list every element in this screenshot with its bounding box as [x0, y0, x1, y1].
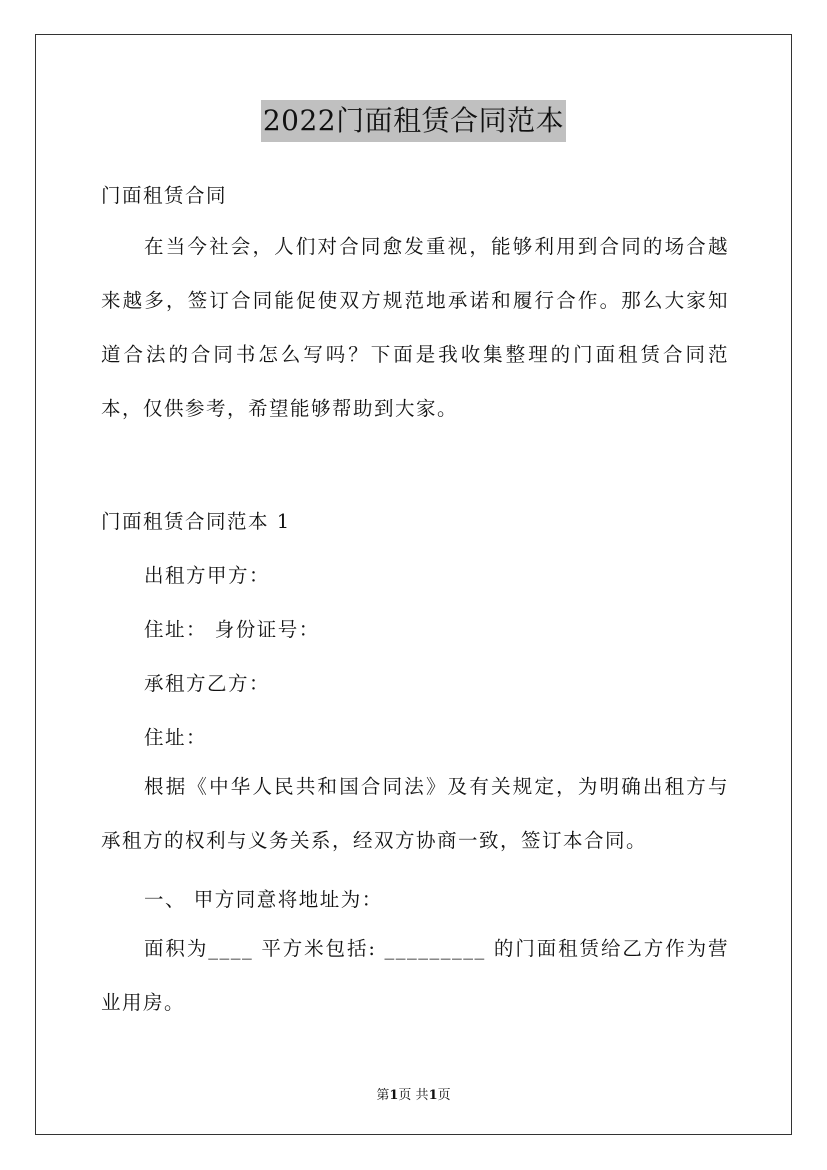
footer-mid: 页 共	[398, 1088, 429, 1103]
basis-paragraph: 根据《中华人民共和国合同法》及有关规定，为明确出租方与承租方的权利与义务关系，经双方协商一致，签订本合同。	[101, 775, 729, 852]
page-footer	[0, 1084, 827, 1103]
lessor-label: 出租方甲方：	[144, 564, 271, 587]
title-container	[0, 100, 827, 142]
section-heading: 门面租赁合同范本 1	[101, 510, 291, 533]
footer-current-page: 1	[389, 1088, 399, 1103]
lessor-address: 住址： 身份证号：	[144, 618, 320, 641]
document-title: 2022门面租赁合同范本	[261, 100, 566, 142]
lessee-address: 住址：	[144, 726, 208, 749]
footer-suffix: 页	[437, 1088, 451, 1103]
area-clause: 面积为____ 平方米包括: _________ 的门面租赁给乙方作为营业用房。	[101, 937, 729, 1014]
lessee-label: 承租方乙方：	[144, 672, 271, 695]
footer-prefix: 第	[376, 1088, 390, 1103]
intro-paragraph: 在当今社会，人们对合同愈发重视，能够利用到合同的场合越来越多，签订合同能促使双方规范地承诺和履行合作。那么大家知道合法的合同书怎么写吗？下面是我收集整理的门面租赁合同范本，仅供参考，希望能够帮助到大家。	[101, 235, 729, 420]
subtitle: 门面租赁合同	[101, 184, 228, 207]
clause-1: 一、 甲方同意将地址为：	[144, 888, 383, 911]
footer-total-pages: 1	[428, 1088, 438, 1103]
